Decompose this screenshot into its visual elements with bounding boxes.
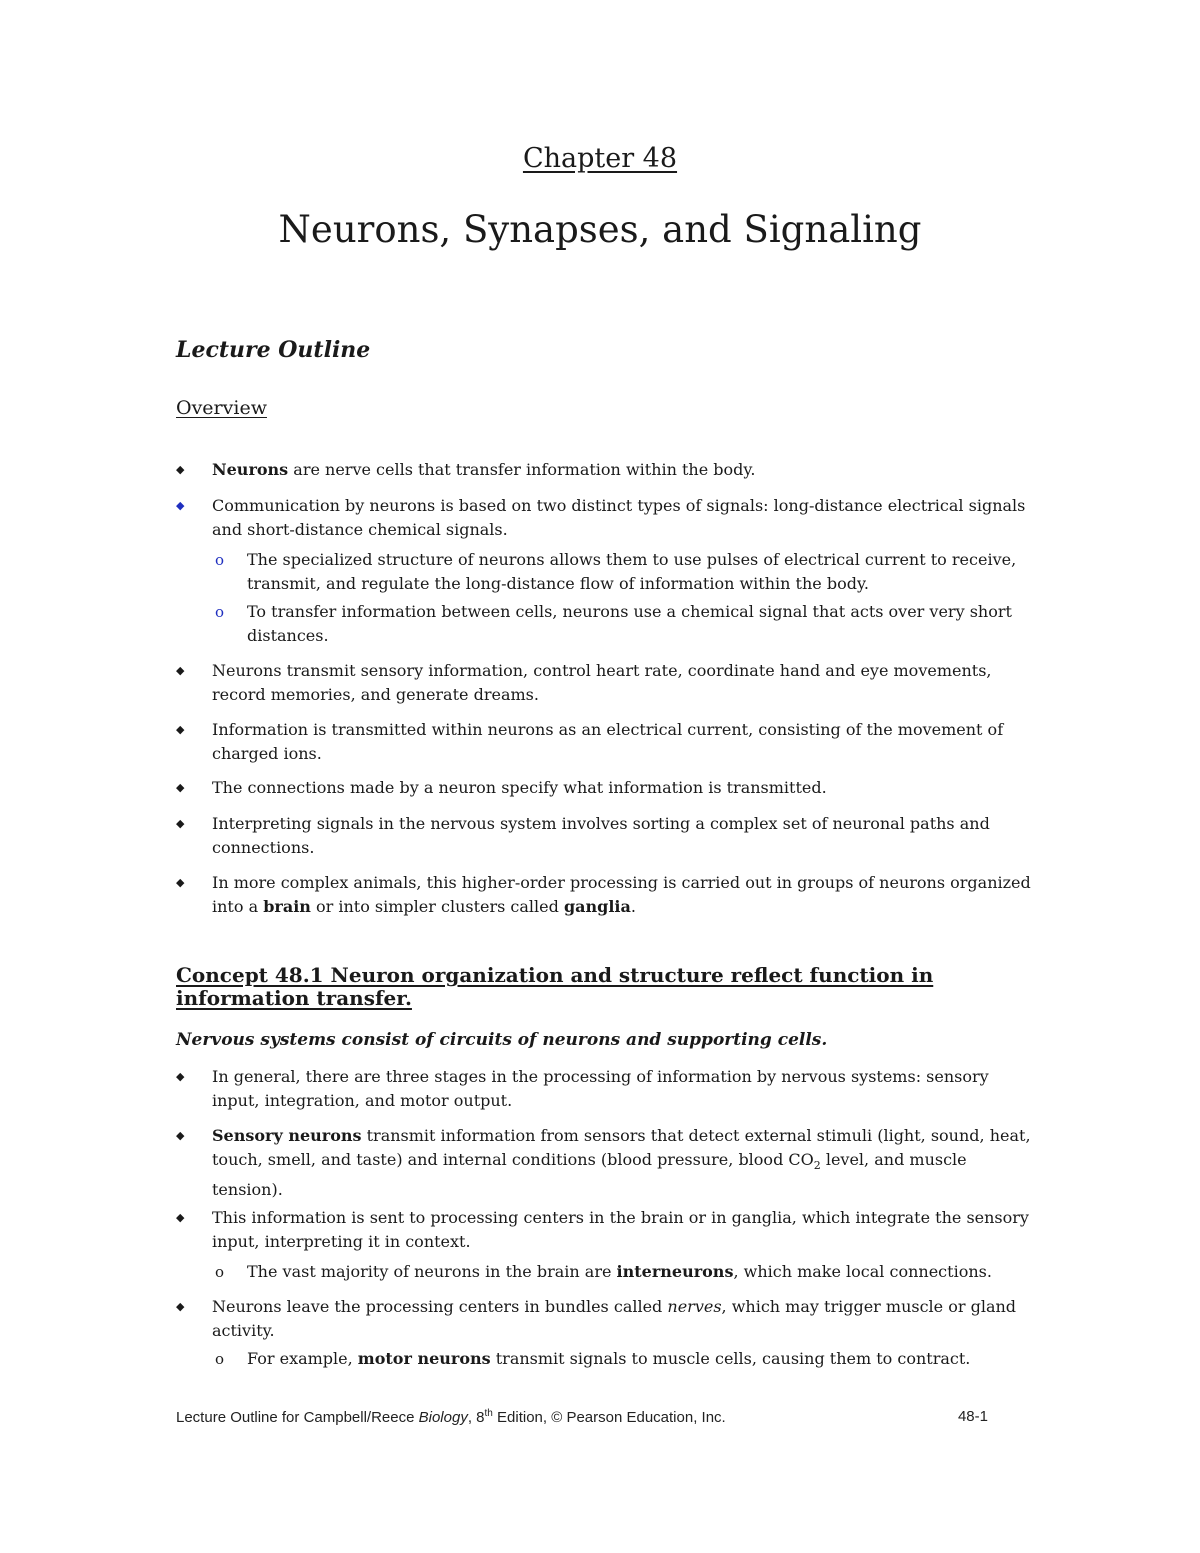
chapter-number: Chapter 48 [522, 143, 678, 174]
sub-list-item: o For example, motor neurons transmit signals to muscle cells, causing them to contract. [247, 1347, 1027, 1371]
bullet-icon: ◆ [176, 1300, 185, 1313]
term-interneurons: interneurons [616, 1262, 734, 1281]
bullet-icon: ◆ [176, 1129, 185, 1142]
list-item: ◆ In general, there are three stages in the processing of information by nervous systems: sensory input, integration, and motor output. [176, 1067, 989, 1110]
bullet-icon: ◆ [176, 723, 185, 736]
concept-heading: Concept 48.1 Neuron organization and structure reflect function in information transfer. [176, 963, 934, 1010]
term-brain: brain [263, 897, 311, 916]
list-item: ◆ Neurons are nerve cells that transfer information within the body. [212, 458, 1032, 482]
sub-list-item: o The specialized structure of neurons allows them to use pulses of electrical current to receive, transmit, and regulate the long-distance flow of information within the body. [215, 550, 1017, 593]
term-neurons: Neurons [212, 460, 289, 479]
bullet-icon: ◆ [176, 817, 185, 830]
list-item: ◆ Sensory neurons transmit information from sensors that detect external stimuli (light, sound, heat, touch, smell, and taste) and internal conditions (blood pressure, blood $CO_2$ level, and muscle tension). [176, 1126, 1031, 1200]
bullet-icon: ◆ [176, 781, 185, 794]
chapter-title: Neurons, Synapses, and Signaling [278, 208, 922, 251]
term-ganglia: ganglia [563, 897, 631, 916]
page-footer: Lecture Outline for Campbell/Reece Biology, 8th Edition, © Pearson Education, Inc. 48-1 [176, 1408, 988, 1426]
sub-bullet-icon: o [215, 1350, 225, 1368]
term-nerves: nerves [667, 1297, 722, 1316]
sub-bullet-icon: o [215, 1263, 225, 1281]
list-item: ◆ Information is transmitted within neurons as an electrical current, consisting of the movement of charged ions. [176, 720, 1004, 763]
list-item: ◆ Neurons transmit sensory information, control heart rate, coordinate hand and eye movements, record memories, and generate dreams. [176, 661, 992, 704]
list-item: ◆ Communication by neurons is based on two distinct types of signals: long-distance electrical signals and short-distance chemical signals. [176, 496, 1026, 539]
sub-bullet-icon: o [215, 551, 225, 569]
overview-heading: Overview [176, 397, 267, 419]
term-sensory-neurons: Sensory neurons [212, 1126, 362, 1145]
bullet-icon: ◆ [176, 1070, 185, 1083]
bullet-icon: ◆ [176, 1211, 185, 1224]
list-item: ◆ This information is sent to processing centers in the brain or in ganglia, which integrate the sensory input, interpreting it in context. [176, 1208, 1029, 1251]
lecture-outline-heading: Lecture Outline [176, 337, 371, 363]
list-item: ◆ Interpreting signals in the nervous system involves sorting a complex set of neuronal paths and connections. [176, 814, 990, 857]
sub-bullet-icon: o [215, 603, 225, 621]
list-item: ◆ The connections made by a neuron specify what information is transmitted. [212, 776, 1032, 800]
sub-list-item: o The vast majority of neurons in the brain are interneurons, which make local connections. [247, 1260, 1027, 1284]
list-item: ◆ In more complex animals, this higher-order processing is carried out in groups of neurons organized into a brain or into simpler clusters called ganglia. [176, 873, 1031, 916]
bullet-icon: ◆ [176, 499, 185, 512]
term-motor-neurons: motor neurons [357, 1349, 491, 1368]
sub-list-item: o To transfer information between cells, neurons use a chemical signal that acts over very short distances. [215, 602, 1012, 645]
bullet-icon: ◆ [176, 463, 185, 476]
concept-subheading: Nervous systems consist of circuits of neurons and supporting cells. [176, 1030, 828, 1050]
bullet-icon: ◆ [176, 876, 185, 889]
list-item: ◆ Neurons leave the processing centers in bundles called nerves, which may trigger muscle or gland activity. [176, 1297, 1017, 1340]
page-number: 48-1 [957, 1408, 988, 1425]
bullet-icon: ◆ [176, 664, 185, 677]
